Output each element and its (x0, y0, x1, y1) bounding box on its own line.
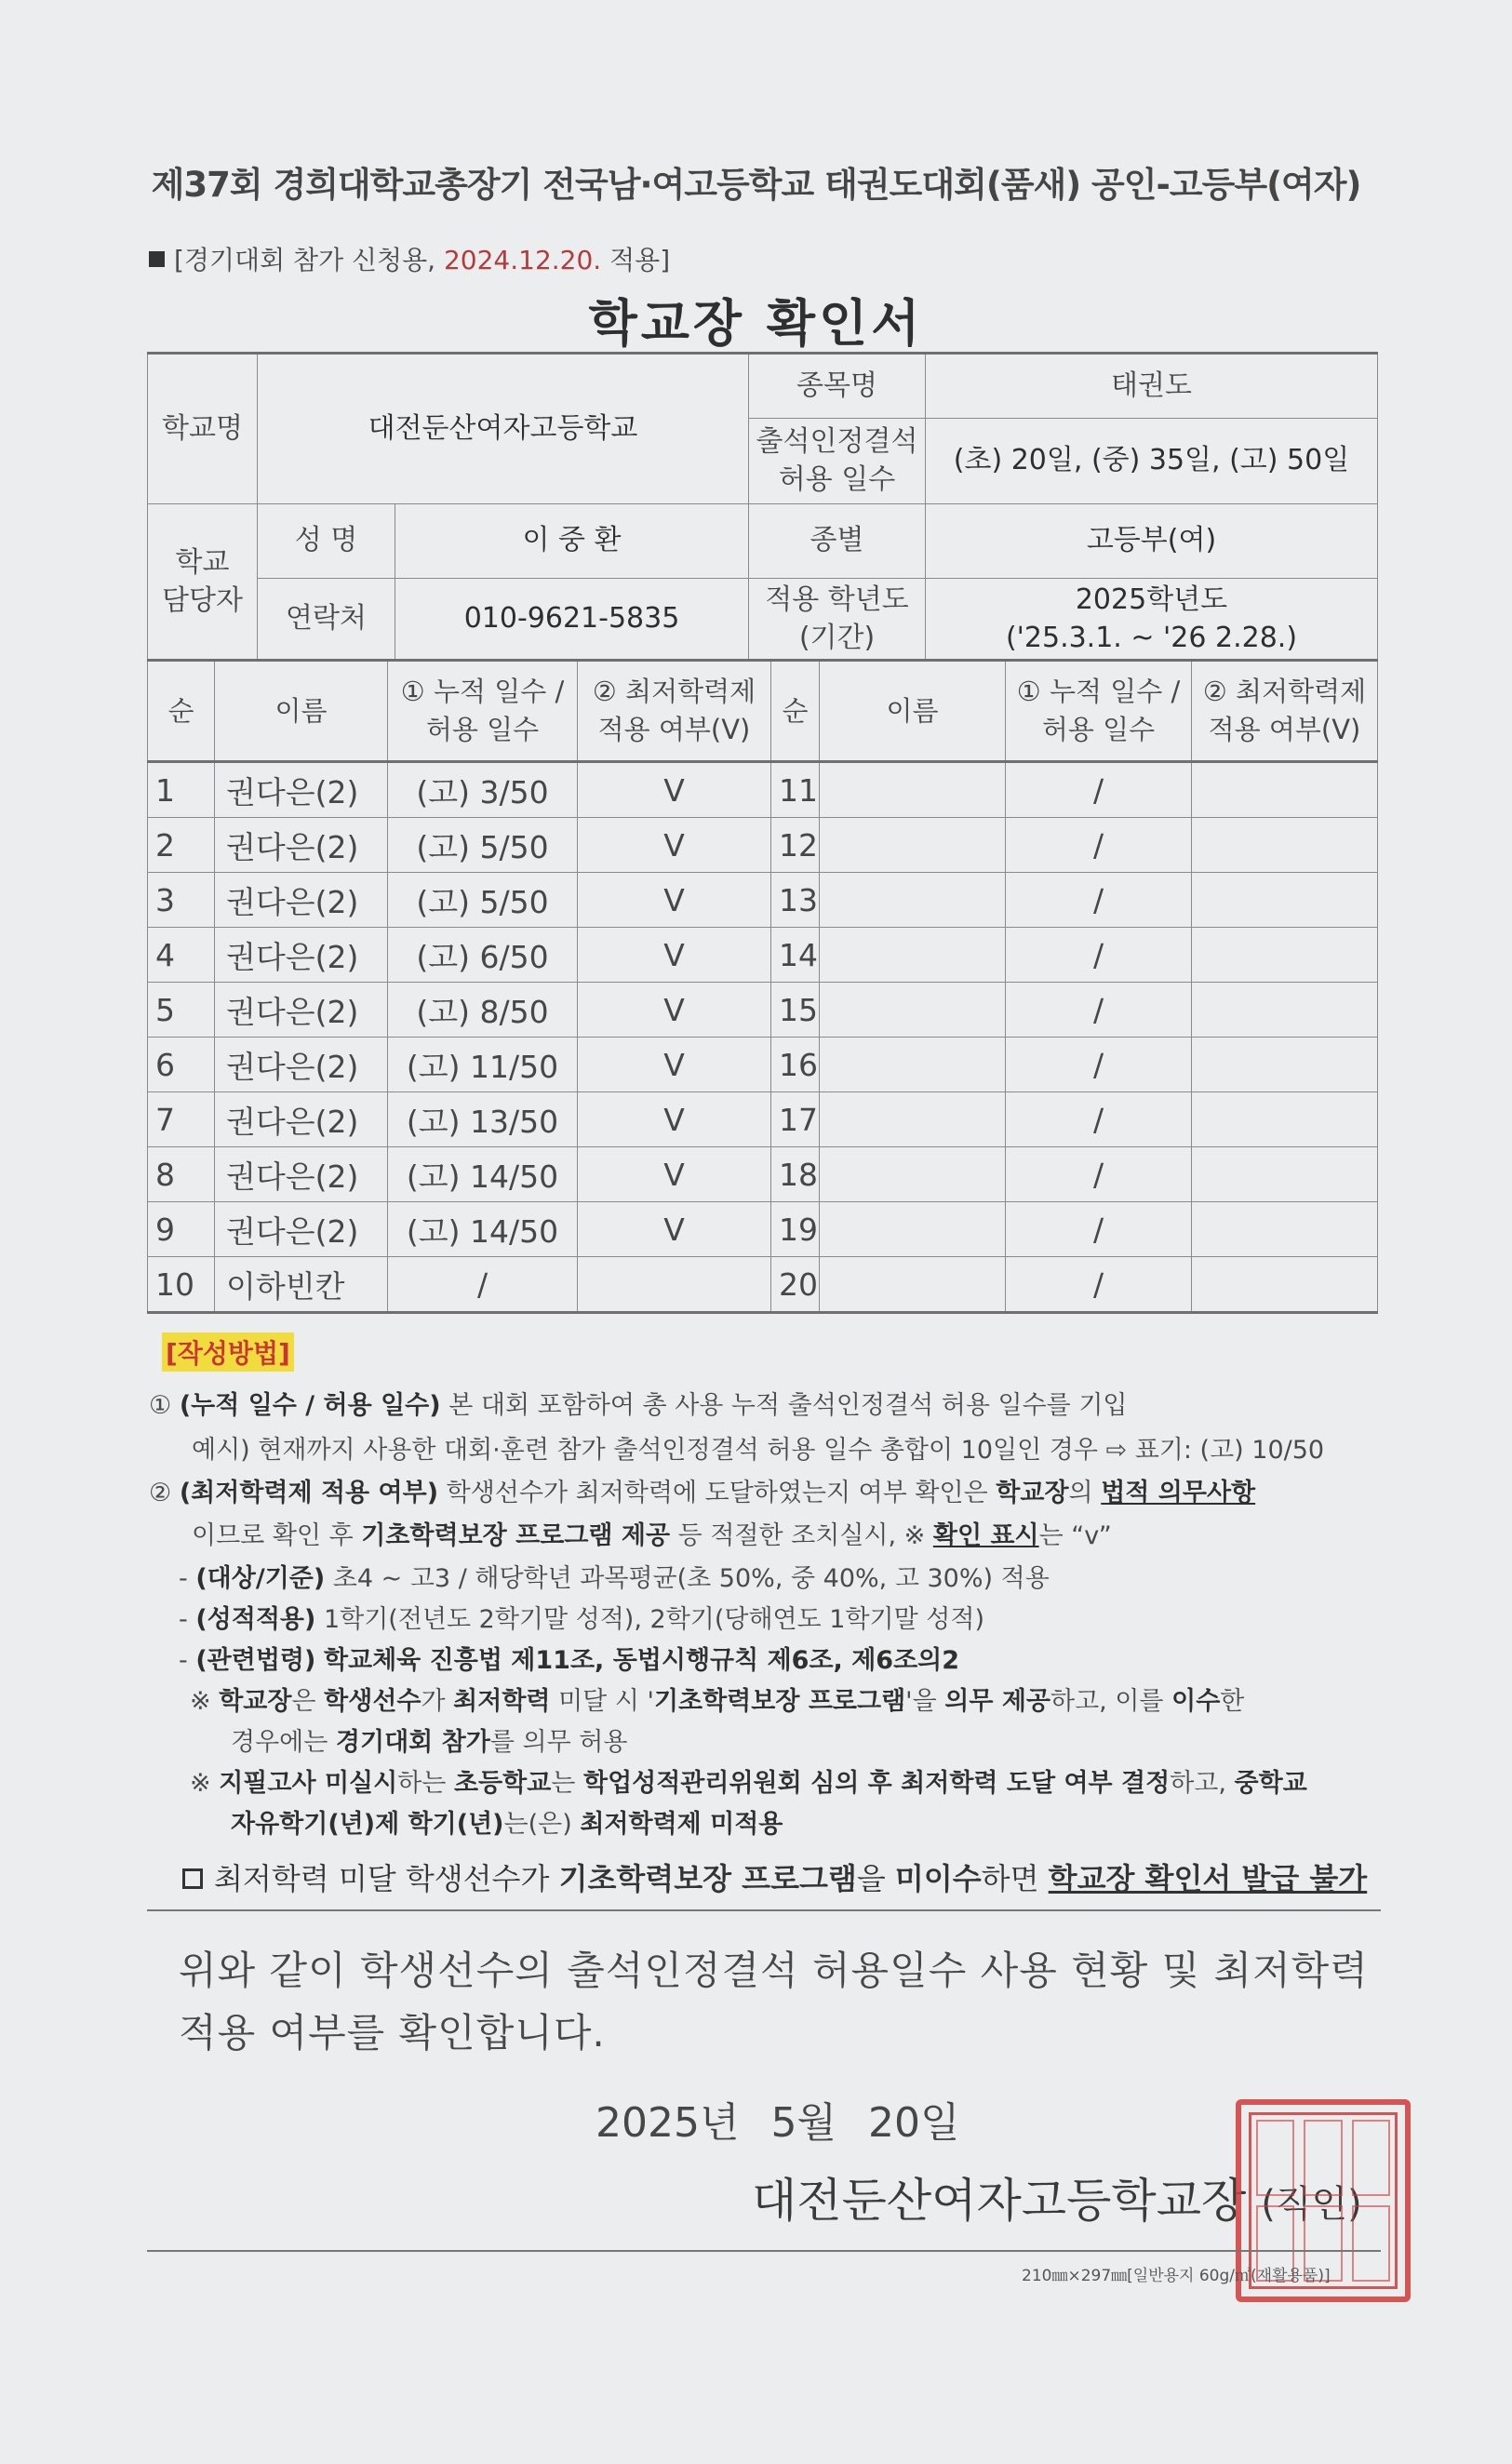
category-value: 고등부(여) (926, 504, 1378, 579)
roster-row (148, 762, 1378, 818)
cumulative-days-right: / (1006, 1092, 1192, 1147)
row-number-right: 13 (771, 873, 820, 928)
category-label: 종별 (749, 504, 926, 579)
event-title: 제37회 경희대학교총장기 전국남·여고등학교 태권도대회(품새) 공인-고등부(여자) (151, 165, 1361, 205)
cumulative-days: (고) 11/50 (388, 1038, 578, 1092)
paper-spec: 210㎜×297㎜[일반용지 60g/㎡(재활용품)] (1022, 2267, 1331, 2285)
issuance-notice: 최저학력 미달 학생선수가 기초학력보장 프로그램을 미이수하면 학교장 확인서 발급 불가 (182, 1855, 1367, 1898)
header-num-right: 순 (771, 661, 820, 762)
min-academic-check-right (1192, 928, 1378, 983)
cumulative-days: (고) 14/50 (388, 1147, 578, 1202)
instruction-1: ① (누적 일수 / 허용 일수) 본 대회 포함하여 총 사용 누적 출석인정결석 허용 일수를 기입 (149, 1391, 1128, 1420)
student-name-right (820, 1092, 1006, 1147)
student-name: 권다은(2) (215, 1092, 388, 1147)
roster-row (148, 1202, 1378, 1257)
row-number-right: 15 (771, 983, 820, 1038)
row-number-right: 17 (771, 1092, 820, 1147)
instruction-2-line2: 이므로 확인 후 기초학력보장 프로그램 제공 등 적절한 조치실시, ※ 확인 표시는 “v” (192, 1521, 1112, 1550)
student-name-right (820, 818, 1006, 873)
min-academic-check-right (1192, 762, 1378, 818)
roster-row (148, 1147, 1378, 1202)
student-name: 권다은(2) (215, 762, 388, 818)
min-academic-check: V (578, 873, 771, 928)
cumulative-days: (고) 3/50 (388, 762, 578, 818)
confirm-line-2: 적용 여부를 확인합니다. (179, 2010, 606, 2056)
row-number: 5 (148, 983, 215, 1038)
note-suffix: 적용] (609, 245, 671, 275)
note-principal-duty-line2: 경우에는 경기대회 참가를 의무 허용 (231, 1728, 628, 1757)
min-academic-check-right (1192, 1147, 1378, 1202)
min-academic-check-right (1192, 873, 1378, 928)
detail-law: - (관련법령) 학교체육 진흥법 제11조, 동법시행규칙 제6조, 제6조의2 (179, 1646, 960, 1675)
row-number-right: 19 (771, 1202, 820, 1257)
manager-name: 이 중 환 (395, 504, 749, 579)
cumulative-days-right: / (1006, 1257, 1192, 1313)
min-academic-check-right (1192, 1202, 1378, 1257)
cumulative-days-right: / (1006, 1147, 1192, 1202)
row-number: 6 (148, 1038, 215, 1092)
roster-row (148, 873, 1378, 928)
roster-header-row (148, 661, 1378, 762)
instruction-1-example: 예시) 현재까지 사용한 대회·훈련 참가 출석인정결석 허용 일수 총합이 10일인 경우 ⇨ 표기: (고) 10/50 (192, 1436, 1325, 1465)
note-date: 2024.12.20. (443, 245, 602, 275)
allowed-days-value: (초) 20일, (중) 35일, (고) 50일 (926, 419, 1378, 504)
row-number: 10 (148, 1257, 215, 1313)
roster-row (148, 1257, 1378, 1313)
row-number-right: 20 (771, 1257, 820, 1313)
method-heading: [작성방법] (162, 1332, 294, 1372)
header-num: 순 (148, 661, 215, 762)
row-number: 8 (148, 1147, 215, 1202)
min-academic-check: V (578, 1147, 771, 1202)
roster-row (148, 1038, 1378, 1092)
student-name-right (820, 762, 1006, 818)
min-academic-check: V (578, 1202, 771, 1257)
roster-row (148, 1092, 1378, 1147)
cumulative-days-right: / (1006, 873, 1192, 928)
student-name: 권다은(2) (215, 873, 388, 928)
row-number: 2 (148, 818, 215, 873)
allowed-days-label: 출석인정결석 허용 일수 (749, 419, 926, 504)
contact-label: 연락처 (258, 579, 395, 661)
header-cumulative-right: ① 누적 일수 / 허용 일수 (1006, 661, 1192, 762)
cumulative-days-right: / (1006, 818, 1192, 873)
confirm-line-1: 위와 같이 학생선수의 출석인정결석 허용일수 사용 현황 및 최저학력 (179, 1948, 1369, 1993)
note-elementary: ※ 지필고사 미실시하는 초등학교는 학업성적관리위원회 심의 후 최저학력 도달 여부 결정하고, 중학교 (190, 1769, 1307, 1798)
row-number-right: 14 (771, 928, 820, 983)
min-academic-check-right (1192, 983, 1378, 1038)
min-academic-check: V (578, 983, 771, 1038)
cumulative-days-right: / (1006, 928, 1192, 983)
roster-row (148, 983, 1378, 1038)
principal-signature: 대전둔산여자고등학교장 (직인) (752, 2174, 1362, 2228)
cumulative-days: (고) 14/50 (388, 1202, 578, 1257)
header-min-academic-right: ② 최저학력제 적용 여부(V) (1192, 661, 1378, 762)
header-name-right: 이름 (820, 661, 1006, 762)
school-info-table (147, 352, 1378, 661)
row-number-right: 12 (771, 818, 820, 873)
row-number: 1 (148, 762, 215, 818)
note-elementary-line2: 자유학기(년)제 학기(년)는(은) 최저학력제 미적용 (231, 1810, 783, 1839)
min-academic-check: V (578, 1092, 771, 1147)
divider-top (147, 1909, 1381, 1911)
student-name: 권다은(2) (215, 1038, 388, 1092)
cumulative-days-right: / (1006, 1038, 1192, 1092)
manager-label: 학교 담당자 (148, 504, 258, 661)
header-cumulative: ① 누적 일수 / 허용 일수 (388, 661, 578, 762)
cumulative-days: (고) 5/50 (388, 818, 578, 873)
notice-box-icon (182, 1868, 203, 1889)
min-academic-check: V (578, 928, 771, 983)
divider-bottom (147, 2250, 1381, 2252)
row-number: 9 (148, 1202, 215, 1257)
student-name: 이하빈칸 (215, 1257, 388, 1313)
min-academic-check-right (1192, 818, 1378, 873)
detail-grade-apply: - (성적적용) 1학기(전년도 2학기말 성적), 2학기(당해연도 1학기말 성적) (179, 1605, 985, 1634)
student-name: 권다은(2) (215, 983, 388, 1038)
row-number: 4 (148, 928, 215, 983)
min-academic-check: V (578, 1038, 771, 1092)
row-number-right: 16 (771, 1038, 820, 1092)
student-name-right (820, 1202, 1006, 1257)
sport-value: 태권도 (926, 354, 1378, 419)
min-academic-check-right (1192, 1038, 1378, 1092)
student-name: 권다은(2) (215, 818, 388, 873)
cumulative-days: (고) 8/50 (388, 983, 578, 1038)
name-label: 성 명 (258, 504, 395, 579)
header-name: 이름 (215, 661, 388, 762)
row-number-right: 18 (771, 1147, 820, 1202)
row-number: 3 (148, 873, 215, 928)
cumulative-days-right: / (1006, 762, 1192, 818)
contact-value: 010-9621-5835 (395, 579, 749, 661)
note-prefix: [경기대회 참가 신청용, (174, 245, 436, 275)
student-name-right (820, 1257, 1006, 1313)
min-academic-check: V (578, 818, 771, 873)
student-name-right (820, 983, 1006, 1038)
roster-row (148, 818, 1378, 873)
student-name-right (820, 1038, 1006, 1092)
usage-note (149, 240, 670, 277)
student-name-right (820, 1147, 1006, 1202)
school-label: 학교명 (148, 354, 258, 504)
document-title: 학교장 확인서 (588, 294, 924, 353)
student-name-right (820, 873, 1006, 928)
student-name: 권다은(2) (215, 1147, 388, 1202)
row-number: 7 (148, 1092, 215, 1147)
cumulative-days-right: / (1006, 1202, 1192, 1257)
year-label: 적용 학년도 (기간) (749, 579, 926, 661)
detail-target: - (대상/기준) 초4 ~ 고3 / 해당학년 과목평균(초 50%, 중 40%, 고 30%) 적용 (179, 1564, 1050, 1593)
cumulative-days: (고) 5/50 (388, 873, 578, 928)
note-principal-duty: ※ 학교장은 학생선수가 최저학력 미달 시 '기초학력보장 프로그램'을 의무 제공하고, 이를 이수한 (190, 1687, 1245, 1716)
student-name-right (820, 928, 1006, 983)
roster-row (148, 928, 1378, 983)
issue-date: 2025년 5월 20일 (595, 2099, 960, 2147)
student-name: 권다은(2) (215, 1202, 388, 1257)
year-value: 2025학년도 ('25.3.1. ~ '26 2.28.) (926, 579, 1378, 661)
cumulative-days-right: / (1006, 983, 1192, 1038)
school-name: 대전둔산여자고등학교 (258, 354, 749, 504)
student-roster-table (147, 659, 1378, 1314)
cumulative-days: / (388, 1257, 578, 1313)
cumulative-days: (고) 13/50 (388, 1092, 578, 1147)
instruction-2: ② (최저학력제 적용 여부) 학생선수가 최저학력에 도달하였는지 여부 확인은 학교장의 법적 의무사항 (149, 1479, 1256, 1507)
min-academic-check: V (578, 762, 771, 818)
square-bullet-icon (149, 251, 165, 267)
cumulative-days: (고) 6/50 (388, 928, 578, 983)
header-min-academic: ② 최저학력제 적용 여부(V) (578, 661, 771, 762)
sport-label: 종목명 (749, 354, 926, 419)
student-name: 권다은(2) (215, 928, 388, 983)
min-academic-check-right (1192, 1257, 1378, 1313)
min-academic-check-right (1192, 1092, 1378, 1147)
min-academic-check (578, 1257, 771, 1313)
row-number-right: 11 (771, 762, 820, 818)
